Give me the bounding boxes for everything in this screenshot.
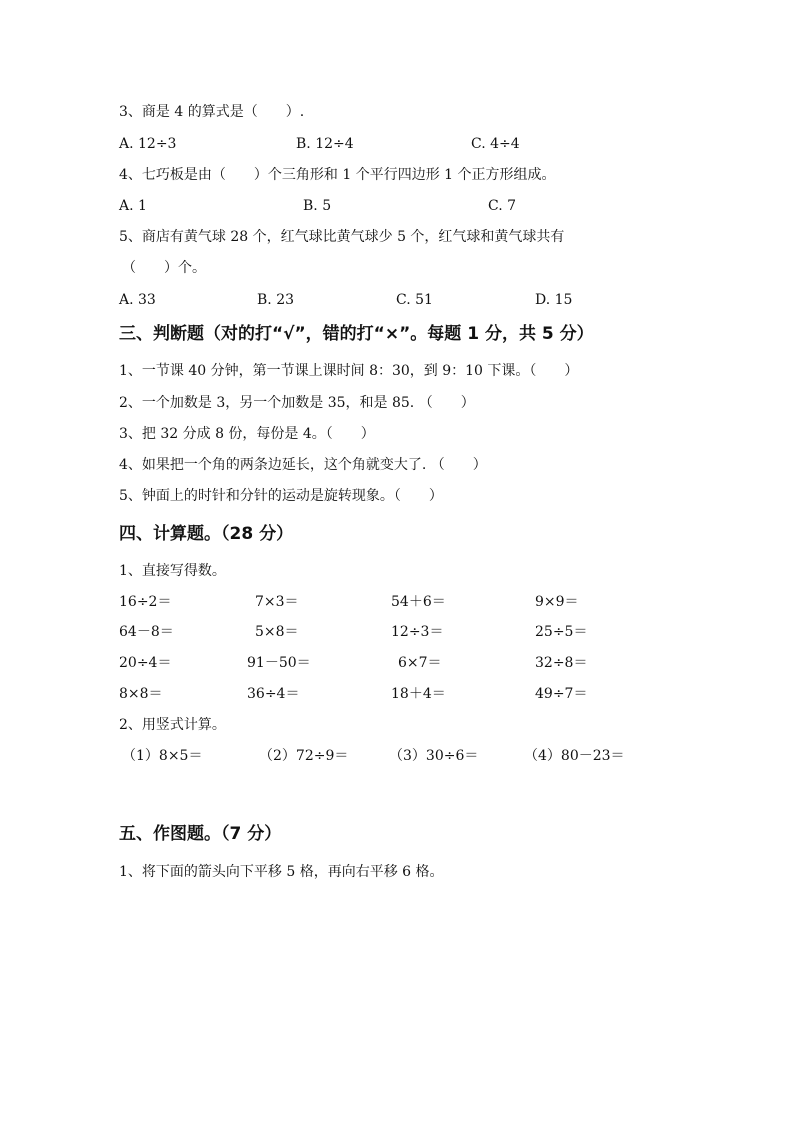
calc-item: 32÷8＝	[535, 655, 588, 671]
calc-item: 5×8＝	[255, 624, 299, 640]
q4-option-a: A. 1	[119, 198, 147, 214]
q5-option-a: A. 33	[119, 292, 156, 308]
judgment-item-4: 4、如果把一个角的两条边延长，这个角就变大了. （ ）	[119, 457, 487, 473]
q4-option-b: B. 5	[303, 198, 332, 214]
q4-option-c: C. 7	[488, 198, 517, 214]
question-5-line-2: （ ）个。	[122, 260, 206, 276]
vertical-calc-item: （3）30÷6＝	[389, 748, 479, 764]
vertical-calc-item: （1）8×5＝	[122, 748, 203, 764]
calc-item: 7×3＝	[255, 594, 299, 610]
question-5-line-1: 5、商店有黄气球 28 个，红气球比黄气球少 5 个，红气球和黄气球共有	[119, 229, 565, 245]
vertical-calc-item: （2）72÷9＝	[259, 748, 349, 764]
calc-item: 20÷4＝	[119, 655, 172, 671]
judgment-item-1: 1、一节课 40 分钟，第一节课上课时间 8：30，到 9：10 下课。（ ）	[119, 363, 579, 379]
question-3: 3、商是 4 的算式是（ ）.	[119, 104, 305, 120]
drawing-question-1: 1、将下面的箭头向下平移 5 格，再向右平移 6 格。	[119, 864, 444, 880]
calc-item: 6×7＝	[398, 655, 442, 671]
calc-item: 54＋6＝	[391, 594, 446, 610]
q5-option-d: D. 15	[535, 292, 573, 308]
judgment-item-3: 3、把 32 分成 8 份，每份是 4。（ ）	[119, 426, 375, 442]
calc-item: 64－8＝	[119, 624, 174, 640]
judgment-item-5: 5、钟面上的时针和分针的运动是旋转现象。（ ）	[119, 488, 443, 504]
calc-sub-1: 1、直接写得数。	[119, 563, 226, 579]
q5-option-b: B. 23	[257, 292, 295, 308]
judgment-item-2: 2、一个加数是 3，另一个加数是 35，和是 85. （ ）	[119, 395, 475, 411]
calc-item: 12÷3＝	[391, 624, 444, 640]
calc-sub-2: 2、用竖式计算。	[119, 717, 226, 733]
question-4: 4、七巧板是由（ ）个三角形和 1 个平行四边形 1 个正方形组成。	[119, 167, 556, 183]
section-5-title: 五、作图题。（7 分）	[119, 824, 282, 844]
calc-item: 9×9＝	[535, 594, 579, 610]
vertical-calc-item: （4）80－23＝	[524, 748, 625, 764]
calc-item: 8×8＝	[119, 686, 163, 702]
calc-item: 91－50＝	[247, 655, 311, 671]
calc-item: 18＋4＝	[391, 686, 446, 702]
section-3-title: 三、判断题（对的打“√”，错的打“×”。每题 1 分，共 5 分）	[119, 324, 594, 344]
calc-item: 49÷7＝	[535, 686, 588, 702]
calc-item: 16÷2＝	[119, 594, 172, 610]
calc-item: 36÷4＝	[247, 686, 300, 702]
q5-option-c: C. 51	[396, 292, 433, 308]
q3-option-c: C. 4÷4	[471, 136, 520, 152]
section-4-title: 四、计算题。（28 分）	[119, 524, 294, 544]
calc-item: 25÷5＝	[535, 624, 588, 640]
q3-option-a: A. 12÷3	[119, 136, 177, 152]
q3-option-b: B. 12÷4	[296, 136, 354, 152]
